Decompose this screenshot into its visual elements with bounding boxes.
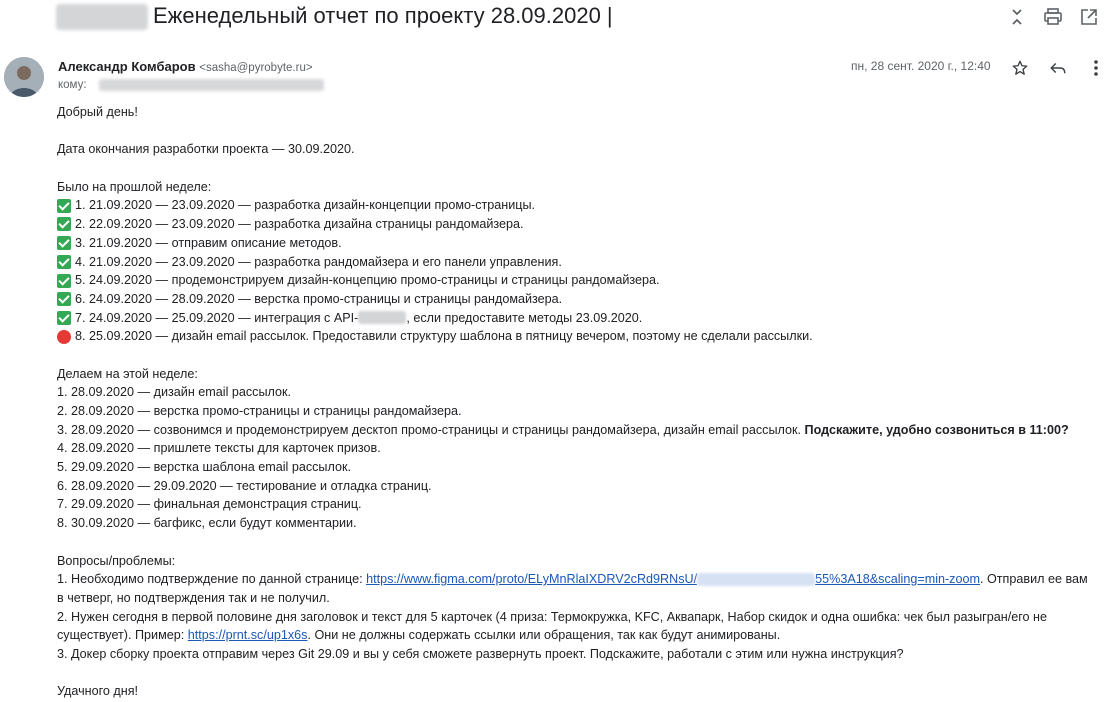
call-question: Подскажите, удобно созвониться в 11:00? xyxy=(804,422,1069,437)
issue-item: 2. Нужен сегодня в первой половине дня заголовок и текст для 5 карточек (4 приза: Термокружка, KFC, Аквапарк, Набор скидок и одна ошибка: чек был разыгран/его не xyxy=(57,609,1047,624)
check-icon xyxy=(57,255,71,269)
list-item: 3. 28.09.2020 — созвонимся и продемонстрируем десктоп промо-страницы и страницы рандомайзера, дизайн email рассылок. Подскажите, удобно созвониться в 11:00? xyxy=(57,421,1102,440)
sender-email: <sasha@pyrobyte.ru> xyxy=(199,62,313,74)
redacted-link-part xyxy=(697,573,815,586)
list-item: 6. 24.09.2020 — 28.09.2020 — верстка промо-страницы и страницы рандомайзера. xyxy=(57,290,1102,309)
last-week-heading: Было на прошлой неделе: xyxy=(57,179,212,194)
list-item: 4. 21.09.2020 — 23.09.2020 — разработка рандомайзера и его панели управления. xyxy=(57,253,1102,272)
message-actions xyxy=(1009,57,1107,79)
list-item: 2. 22.09.2020 — 23.09.2020 — разработка дизайна страницы рандомайзера. xyxy=(57,215,1102,234)
list-item: 1. 21.09.2020 — 23.09.2020 — разработка дизайн-концепции промо-страницы. xyxy=(57,196,1102,215)
email-body xyxy=(57,103,1102,701)
list-item: 8. 25.09.2020 — дизайн email рассылок. Предоставили структуру шаблона в пятницу вечером, поэтому не сделали рассылки. xyxy=(57,327,1102,346)
email-subject: Еженедельный отчет по проекту 28.09.2020 | xyxy=(153,3,613,28)
sender-line xyxy=(58,59,313,74)
issue-item-continued: существует). Пример: https://prnt.sc/up1x6s . Они не должны содержать ссылки или обращения, так как будут анимированы. xyxy=(57,626,1102,645)
list-item: 5. 24.09.2020 — продемонстрируем дизайн-концепцию промо-страницы и страницы рандомайзера. xyxy=(57,271,1102,290)
issue-item: 1. Необходимо подтверждение по данной странице: https://www.figma.com/proto/ELyMnRlaIXDRV2cRd9RNsU/ 55%3A18&scaling=min-zoom . Отправил ее вам xyxy=(57,570,1102,589)
list-item: 6. 28.09.2020 — 29.09.2020 — тестирование и отладка страниц. xyxy=(57,478,432,493)
check-icon xyxy=(57,217,71,231)
to-label: кому: xyxy=(58,79,87,91)
redacted-recipients[interactable] xyxy=(99,79,324,91)
list-item: 1. 28.09.2020 — дизайн email рассылок. xyxy=(57,385,292,400)
greeting: Добрый день! xyxy=(57,105,138,119)
prnt-link[interactable]: https://prnt.sc/up1x6s xyxy=(187,628,308,643)
sender-name[interactable]: Александр Комбаров xyxy=(58,59,196,74)
avatar[interactable] xyxy=(4,57,44,97)
deadline-text: Дата окончания разработки проекта — 30.09.2020. xyxy=(57,142,355,157)
issue-item-continued: в четверг, но подтверждения так и не получил. xyxy=(57,590,330,605)
red-circle-icon xyxy=(57,330,71,344)
check-icon xyxy=(57,236,71,250)
list-item: 5. 29.09.2020 — верстка шаблона email рассылок. xyxy=(57,460,351,475)
more-vert-icon[interactable] xyxy=(1085,57,1107,79)
print-icon[interactable] xyxy=(1042,6,1064,28)
top-toolbar xyxy=(1006,6,1100,28)
check-icon xyxy=(57,274,71,288)
collapse-icon[interactable] xyxy=(1006,6,1028,28)
issues-heading: Вопросы/проблемы: xyxy=(57,553,176,568)
redacted-subject-prefix xyxy=(56,4,148,30)
star-icon[interactable] xyxy=(1009,57,1031,79)
check-icon xyxy=(57,199,71,213)
list-item: 3. 21.09.2020 — отправим описание методов. xyxy=(57,234,1102,253)
issue-item: 3. Докер сборку проекта отправим через Git 29.09 и вы у себя сможете развернуть проект. Подскажите, работали с этим или нужна инструкция? xyxy=(57,646,904,661)
list-item: 8. 30.09.2020 — багфикс, если будут комментарии. xyxy=(57,516,357,531)
list-item: 4. 28.09.2020 — пришлете тексты для карточек призов. xyxy=(57,441,381,456)
check-icon xyxy=(57,311,71,325)
figma-link[interactable]: https://www.figma.com/proto/ELyMnRlaIXDRV2cRd9RNsU/ 55%3A18&scaling=min-zoom xyxy=(366,572,980,587)
redacted-text xyxy=(358,311,406,324)
recipient-line xyxy=(58,79,324,91)
list-item: 7. 24.09.2020 — 25.09.2020 — интеграция с API- , если предоставите методы 23.09.2020. xyxy=(57,309,1102,328)
reply-icon[interactable] xyxy=(1047,57,1069,79)
check-icon xyxy=(57,292,71,306)
list-item: 7. 29.09.2020 — финальная демонстрация страниц. xyxy=(57,497,362,512)
email-date: пн, 28 сент. 2020 г., 12:40 xyxy=(851,59,991,73)
list-item: 2. 28.09.2020 — верстка промо-страницы и страницы рандомайзера. xyxy=(57,404,462,418)
subject-row xyxy=(0,0,1110,36)
open-new-window-icon[interactable] xyxy=(1078,6,1100,28)
closing: Удачного дня! xyxy=(57,684,139,699)
this-week-heading: Делаем на этой неделе: xyxy=(57,366,198,381)
